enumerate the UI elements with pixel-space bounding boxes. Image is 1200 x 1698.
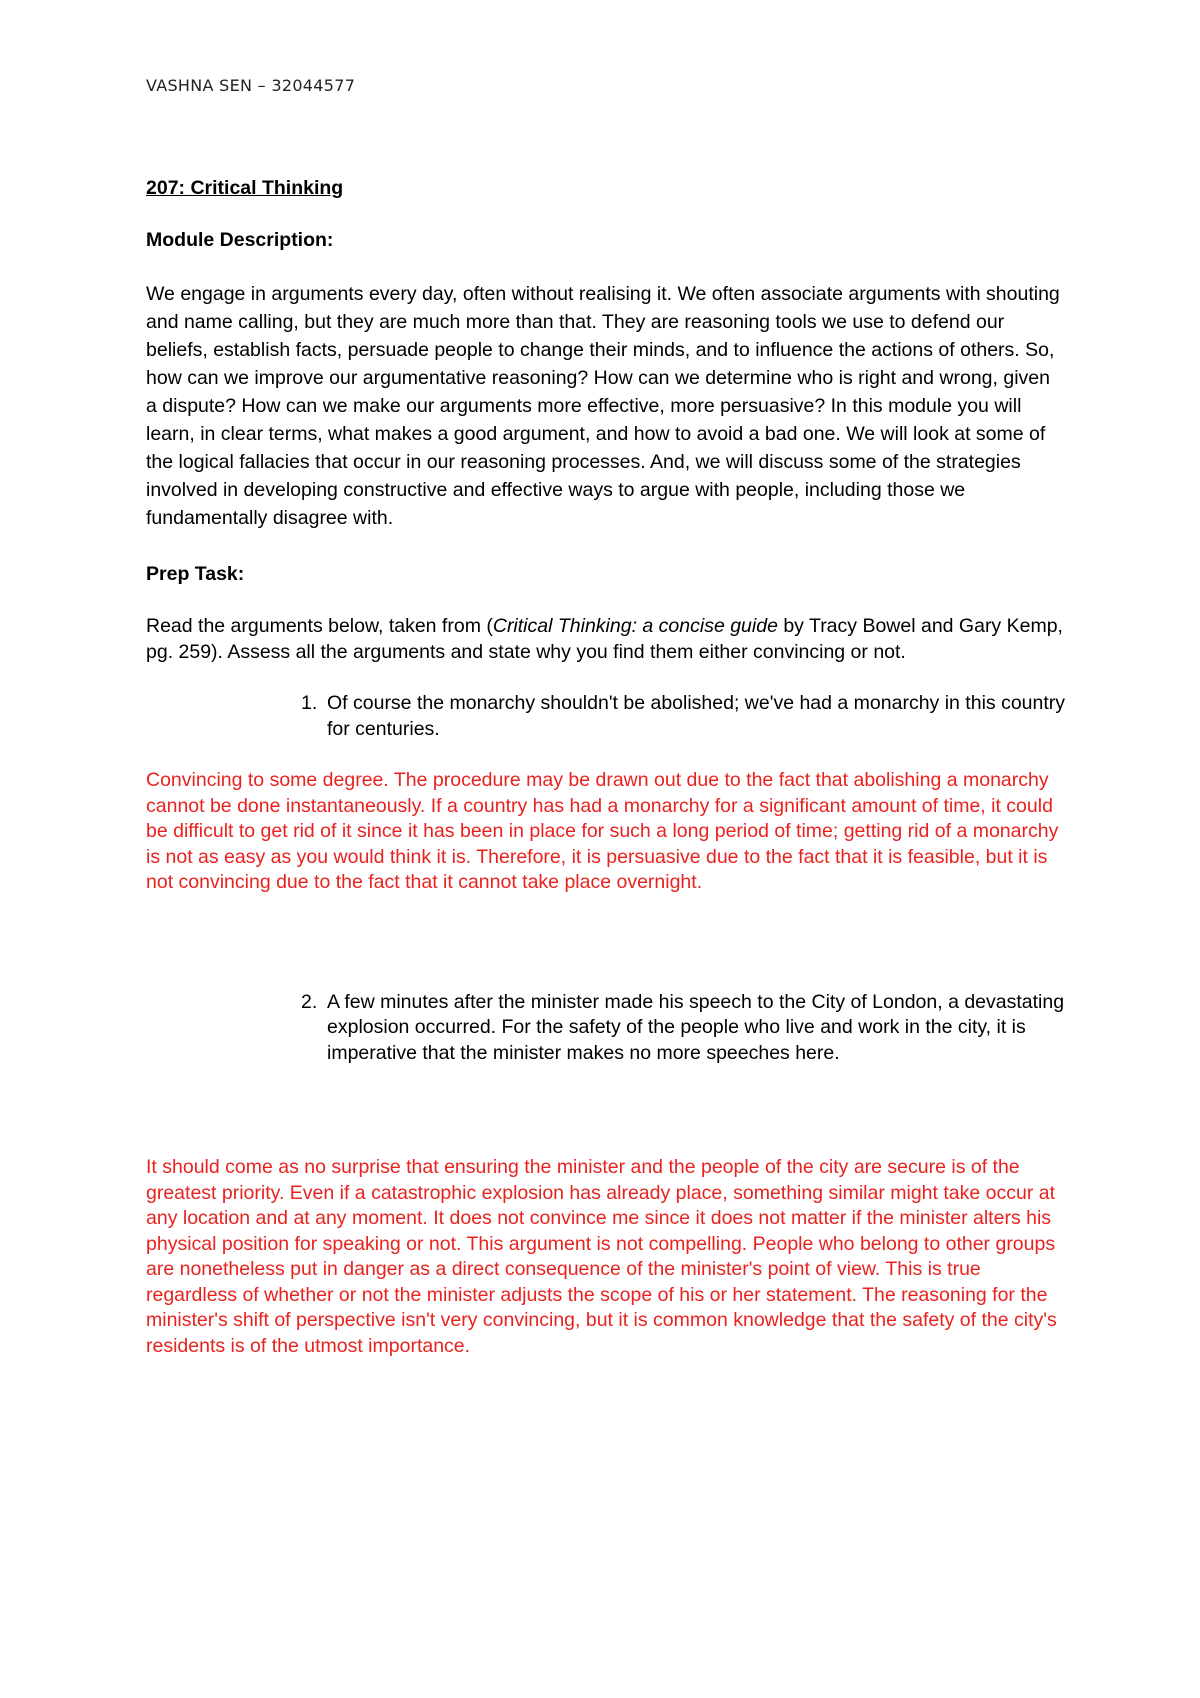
argument-1-text: Of course the monarchy shouldn't be abolished; we've had a monarchy in this country for centuries.	[327, 692, 1066, 740]
module-description-text: We engage in arguments every day, often without realising it. We often associate arguments with shouting and name calling, but they are much more than that. They are reasoning tools we use to defend our beliefs, establish facts, persuade people to change their minds, and to influence the actions of others. So, how can we improve our argumentative reasoning? How can we determine who is right and wrong, given a dispute? How can we make our arguments more effective, more persuasive? In this module you will learn, in clear terms, what makes a good argument, and how to avoid a bad one. We will look at some of the logical fallacies that occur in our reasoning processes. And, we will discuss some of the strategies involved in developing constructive and effective ways to argue with people, including those we fundamentally disagree with.	[146, 283, 1060, 529]
argument-2-text: A few minutes after the minister made his speech to the City of London, a devastating explosion occurred. For the safety of the people who live and work in the city, it is imperative that the minister makes no more speeches here.	[327, 990, 1065, 1064]
argument-1-number: 1.	[301, 692, 318, 714]
prep-task-heading: Prep Task:	[146, 563, 245, 585]
prep-task-intro	[146, 614, 1066, 665]
argument-2	[291, 990, 1067, 1067]
module-description-heading: Module Description:	[146, 229, 334, 251]
document-title: 207: Critical Thinking	[146, 177, 344, 199]
prep-task-intro-after: by Tracy Bowel and Gary Kemp, pg. 259). Assess all the arguments and state why you find them either convincing or not.	[146, 615, 1063, 663]
argument-2-number: 2.	[301, 990, 318, 1013]
argument-2-answer: It should come as no surprise that ensuring the minister and the people of the city are secure is of the greatest priority. Even if a catastrophic explosion has already place, something similar might take occur at any location and at any moment. It does not convince me since it does not matter if the minister alters his physical position for speaking or not. This argument is not compelling. People who belong to other groups are nonetheless put in danger as a direct consequence of the minister's point of view. This is true regardless of whether or not the minister adjusts the scope of his or her statement. The reasoning for the minister's shift of perspective isn't very convincing, but it is common knowledge that the safety of the city's residents is of the utmost importance.	[146, 1156, 1057, 1357]
author-header: VASHNA SEN – 32044577	[146, 76, 356, 95]
argument-1	[291, 691, 1067, 742]
prep-task-intro-before: Read the arguments below, taken from (	[146, 615, 493, 637]
document-body	[146, 174, 1066, 1359]
book-title: Critical Thinking: a concise guide	[492, 615, 778, 637]
argument-1-answer: Convincing to some degree. The procedure may be drawn out due to the fact that abolishing a monarchy cannot be done instantaneously. If a country has had a monarchy for a significant amount of time, it could be difficult to get rid of it since it has been in place for such a long period of time; getting rid of a monarchy is not as easy as you would think it is. Therefore, it is persuasive due to the fact that it is feasible, but it is not convincing due to the fact that it cannot take place overnight.	[146, 769, 1059, 893]
